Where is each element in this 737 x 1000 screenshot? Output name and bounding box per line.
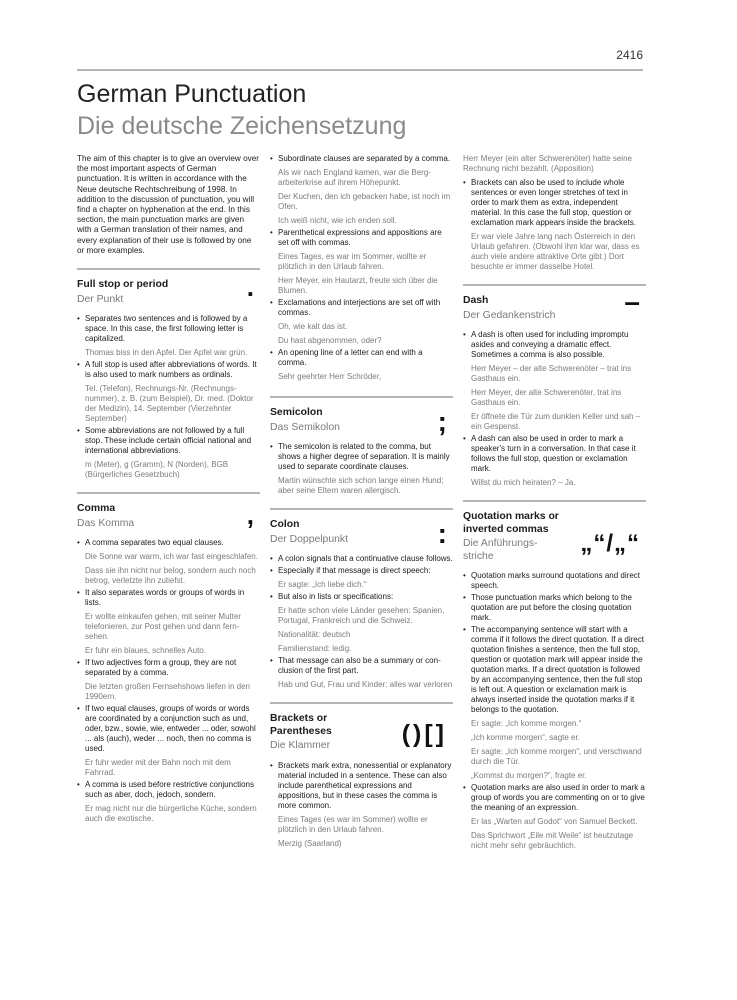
rule-text: • Quotation marks surround quotations and direct speech. xyxy=(471,571,640,590)
example-text: Dass sie ihn nicht nur belog, sondern auch noch betrog, verletzte ihn zutiefst. xyxy=(85,566,256,586)
list-item xyxy=(270,154,453,226)
section-title: Dash xyxy=(463,295,489,306)
rule-text: • A comma is used before restrictive conjunctions such as aber, doch, jedoch, sondern. xyxy=(85,780,254,800)
rule-text: • That message can also be a summary or conclusion of the first part. xyxy=(278,656,441,675)
rule-text: • Exclamations and interjections are set off with commas. xyxy=(278,298,441,317)
example-text: Die Sonne war warm, ich war fast eingeschlafen. xyxy=(85,552,258,562)
example-text: Er öffnete die Tür zum dunklen Keller und sah – ein Gespenst. xyxy=(471,412,641,431)
list-item xyxy=(77,314,260,358)
list-item xyxy=(270,761,453,849)
rule-text: • A colon signals that a continuative clause follows. xyxy=(278,554,453,563)
rule-text: • The accompanying sentence will start with a comma if it follows the direct quotation. If a direct quotation finishes a sentence, then the full stop, question or quotation mark will appear inside the quotation marks. If a direct quotation is followed by an accompanying sentence, then the full stop is left out. A question or exclamation mark is always inserted inside the quotation marks if it belongs to the quotation. xyxy=(471,625,644,714)
example-text: Nationalität: deutsch xyxy=(278,630,351,639)
section-rule xyxy=(463,500,646,502)
section-brackets-continued xyxy=(463,154,646,272)
section-rule xyxy=(270,508,453,510)
example-text: Oh, wie kalt das ist. xyxy=(278,322,348,331)
rule-text: • It also separates words or groups of words in lists. xyxy=(85,588,245,608)
example-text: Er sagte: „Ich komme morgen.“ xyxy=(471,719,582,728)
section-rule xyxy=(77,492,260,494)
section-title: Semicolon xyxy=(270,407,323,418)
page-title-english: German Punctuation xyxy=(77,80,307,108)
list-item xyxy=(77,780,260,824)
rule-text: • Brackets mark extra, nonessential or explanatory material included in a sentence. These can also include parenthetical expressions and appositions, but in these cases the comma is more common. xyxy=(278,760,452,810)
header-rule xyxy=(77,69,643,71)
full-stop-glyph: . xyxy=(246,272,254,303)
list-item xyxy=(270,656,453,690)
section-quotation-marks xyxy=(463,500,646,851)
rule-text: • An opening line of a letter can end with a comma. xyxy=(278,348,423,367)
example-text: Herr Meyer, der alte Schwerenöter, trat ins Gasthaus ein. xyxy=(471,388,622,407)
intro-paragraph: The aim of this chapter is to give an overview over the most important aspects of German punctuation. It is written in accordance with the Neue deutsche Rechtschreibung of 1998. In addition to the discussion of punctuation, you will find a chapter on hyphenation at the end. In this section, the main punctuation marks are given with a German translation of their names, and every explanation of their use is followed by one or more examples. xyxy=(77,154,260,255)
example-text: Thomas biss in den Apfel. Der Apfel war grün. xyxy=(85,348,248,358)
example-text: Das Sprichwort „Eile mit Weile“ ist heutzutage nicht mehr sehr gebräuchlich. xyxy=(471,831,634,850)
list-item xyxy=(77,538,260,586)
list-item xyxy=(270,298,453,346)
example-text: Als wir nach England kamen, war die Bergarbeiterkrise auf ihrem Höhepunkt. xyxy=(278,168,431,187)
section-rule xyxy=(77,268,260,270)
brackets-glyph: ()[] xyxy=(401,720,447,748)
list-item xyxy=(77,426,260,480)
rule-text: • Subordinate clauses are separated by a comma. xyxy=(278,154,451,163)
example-text: Ich weiß nicht, wie ich enden soll. xyxy=(278,216,397,225)
example-text: Die letzten großen Fernsehshows liefen in den 1990ern. xyxy=(85,682,250,702)
list-item xyxy=(77,658,260,702)
section-semicolon xyxy=(270,396,453,496)
rule-text: • A full stop is used after abbreviations of words. It is also used to mark numbers as ordinals. xyxy=(85,360,257,380)
list-item xyxy=(463,434,646,488)
comma-glyph: , xyxy=(246,500,254,531)
rule-text: • A comma separates two equal clauses. xyxy=(85,538,224,548)
example-text: Herr Meyer – der alte Schwerenöter – trat ins Gasthaus ein. xyxy=(471,364,632,383)
rule-text: • The semicolon is related to the comma, but shows a higher degree of separation. It is mainly used to separate coordinate clauses. xyxy=(278,442,450,471)
section-title: Colon xyxy=(270,519,300,530)
example-text: Martin wünschte sich schon lange einen Hund; aber seine Eltern waren allergisch. xyxy=(278,476,444,495)
example-text: Hab und Gut, Frau und Kinder: alles war verloren xyxy=(278,680,453,689)
section-subtitle: Der Punkt xyxy=(77,293,124,305)
semicolon-glyph: ; xyxy=(437,406,447,437)
section-rule xyxy=(463,284,646,286)
list-item xyxy=(270,348,453,382)
list-item xyxy=(270,228,453,296)
section-full-stop xyxy=(77,268,260,480)
rule-text: • A dash can also be used in order to mark a speaker's turn in a conversation. In that case it follows the full stop, question or exclamation mark. xyxy=(471,434,636,473)
example-text: Tel. (Telefon), Rechnungs-Nr. (Rechnungsnummer), z. B. (zum Beispiel), Dr. med. (Doktor der Medizin), 14. September (Vierzehnter September) xyxy=(85,384,254,424)
section-comma-continued xyxy=(270,154,453,382)
example-text: Er fuhr ein blaues, schnelles Auto. xyxy=(85,646,206,656)
section-subtitle: Der Gedankenstrich xyxy=(463,309,556,321)
section-subtitle: Die Anführungsstriche xyxy=(463,538,538,562)
list-item xyxy=(463,783,646,851)
example-text: „Kommst du morgen?“, fragte er. xyxy=(471,771,587,780)
rule-text: • A dash is often used for including impromptu asides and conveying a dramatic effect. Sometimes a comma is also possible. xyxy=(471,330,629,359)
example-text: m (Meter), g (Gramm), N (Norden), BGB (Bürgerliches Gesetzbuch) xyxy=(85,460,229,480)
colon-glyph: : xyxy=(437,518,447,549)
list-item xyxy=(77,704,260,778)
rule-text: • Brackets can also be used to include whole sentences or even longer stretches of text in order to mark them as extra, independent material. In this case the full stop, question or exclamation mark appears inside the brackets. xyxy=(471,178,636,227)
list-item xyxy=(77,360,260,424)
rule-text: • Parenthetical expressions and appositions are set off with commas. xyxy=(278,228,442,247)
section-title: Comma xyxy=(77,503,116,515)
section-dash xyxy=(463,284,646,488)
list-item xyxy=(463,330,646,432)
example-text: Der Kuchen, den ich gebacken habe, ist noch im Ofen. xyxy=(278,192,451,211)
list-item xyxy=(270,442,453,496)
list-item xyxy=(463,571,646,591)
list-item xyxy=(77,588,260,656)
example-text: Er fuhr weder mit der Bahn noch mit dem Fahrrad. xyxy=(85,758,231,778)
column-1 xyxy=(77,154,260,826)
column-3 xyxy=(463,154,646,853)
section-comma xyxy=(77,492,260,824)
rule-text: • If two adjectives form a group, they are not separated by a comma. xyxy=(85,658,237,678)
example-text: Merzig (Saarland) xyxy=(278,838,342,848)
page-title-german: Die deutsche Zeichensetzung xyxy=(77,112,407,140)
section-subtitle: Das Komma xyxy=(77,517,135,529)
section-brackets xyxy=(270,702,453,849)
example-text: Willst du mich heiraten? – Ja. xyxy=(471,478,576,487)
rule-text: • Some abbreviations are not followed by a full stop. These include certain official national and international abbreviations. xyxy=(85,426,252,456)
example-text: Du hast abgenommen, oder? xyxy=(278,336,382,345)
example-text: Er sagte: „Ich liebe dich.“ xyxy=(278,580,367,589)
example-text: Familienstand: ledig. xyxy=(278,644,352,653)
section-rule xyxy=(270,396,453,398)
example-text: Eines Tages (es war im Sommer) wollte er plötzlich in den Urlaub fahren. xyxy=(278,814,428,834)
quotation-marks-glyph: „“/„“ xyxy=(580,530,640,557)
rule-text: • Those punctuation marks which belong to the quotation are put before the closing quotation mark. xyxy=(471,593,632,622)
list-item xyxy=(270,566,453,590)
example-text: Eines Tages, es war im Sommer, wollte er plötzlich in den Urlaub fahren. xyxy=(278,252,427,271)
example-text: Herr Meyer, ein Hautarzt, freute sich über die Blumen. xyxy=(278,276,438,295)
rule-text: • Separates two sentences and is followed by a space. In this case, the first following letter is capitalized. xyxy=(85,314,248,344)
section-subtitle: Das Semikolon xyxy=(270,421,340,433)
list-item xyxy=(463,625,646,781)
example-text: Er mag nicht nur die bürgerliche Küche, sondern auch die exotische. xyxy=(85,804,257,824)
list-item xyxy=(270,554,453,564)
section-colon xyxy=(270,508,453,690)
example-text: Er hatte schon viele Länder gesehen: Spanien, Portugal, Frankreich und die Schweiz. xyxy=(278,606,445,625)
example-text: Er war viele Jahre lang nach Österreich in den Urlaub gefahren. (Obwohl ihm klar war, dass es auch viele andere attraktive Orte gibt.) Dort besuchte er immer dasselbe Hotel. xyxy=(471,232,640,271)
example-text: Sehr geehrter Herr Schröder, xyxy=(278,372,382,381)
example-text: Er sagte: „Ich komme morgen“, und verschwand durch die Tür. xyxy=(471,747,642,766)
dash-glyph: – xyxy=(624,286,640,317)
page-number: 2416 xyxy=(616,48,643,62)
list-item xyxy=(463,178,646,272)
section-subtitle: Der Doppelpunkt xyxy=(270,533,348,545)
example-text: Er las „Warten auf Godot“ von Samuel Beckett. xyxy=(471,817,638,826)
section-title: Brackets or Parentheses xyxy=(270,713,332,737)
rule-text: • Especially if that message is direct speech: xyxy=(278,566,431,575)
rule-text: • If two equal clauses, groups of words or words are coordinated by a conjunction such as und, oder, bzw., sowie, wie, entweder ... oder, sowohl ... als (auch), weder ... noch, then no comma is used. xyxy=(85,704,256,754)
list-item xyxy=(463,593,646,623)
example-text: „Ich komme morgen“, sagte er. xyxy=(471,733,580,742)
section-title: Quotation marks or inverted commas xyxy=(463,511,559,535)
column-2 xyxy=(270,154,453,851)
example-text: Er wollte einkaufen gehen, mit seiner Mutter telefonieren, zur Post gehen und dann fernsehen. xyxy=(85,612,242,642)
section-rule xyxy=(270,702,453,704)
section-subtitle: Die Klammer xyxy=(270,740,331,751)
example-text: Herr Meyer (ein alter Schwerenöter) hatte seine Rechnung nicht bezahlt. (Apposition) xyxy=(463,154,632,173)
rule-text: • But also in lists or specifications: xyxy=(278,592,394,601)
rule-text: • Quotation marks are also used in order to mark a group of words you are commenting on or to give the meaning of an expression. xyxy=(471,783,645,812)
list-item xyxy=(270,592,453,654)
section-title: Full stop or period xyxy=(77,279,169,291)
